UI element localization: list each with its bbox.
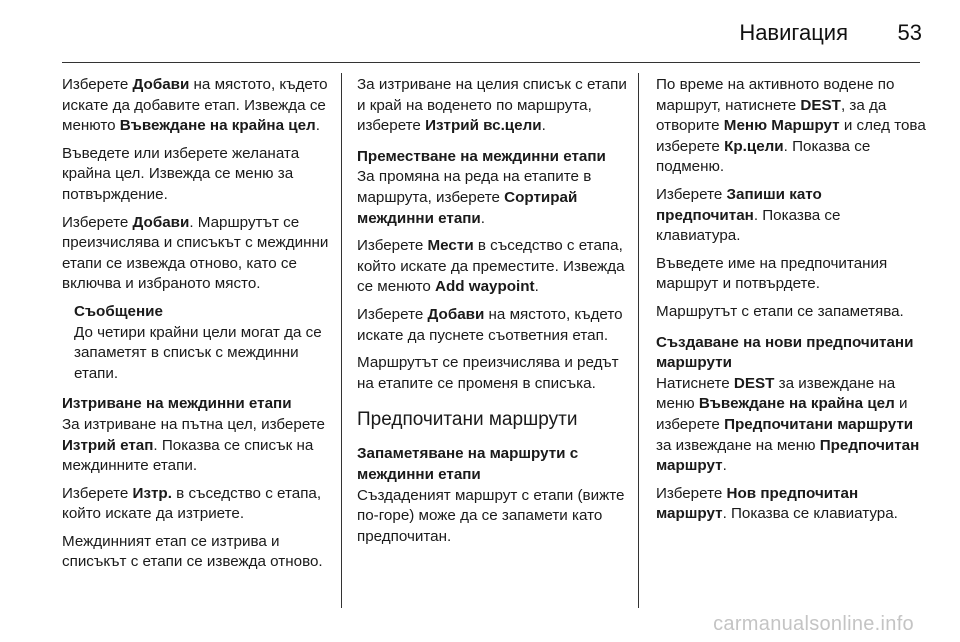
ui-term: Предпочитани маршрути bbox=[724, 415, 914, 433]
paragraph: За изтриване на целия списък с етапи и край на воденето по маршрута, изберете Изтрий вс.цели. bbox=[357, 76, 627, 135]
note-box bbox=[74, 302, 334, 384]
paragraph: Изберете Мести в съседство с етапа, който искате да преместите. Извежда се менюто Add waypoint. bbox=[357, 237, 625, 296]
chapter-heading: Предпочитани маршрути bbox=[357, 409, 578, 431]
column-divider-1 bbox=[341, 73, 342, 608]
ui-term: Запиши като предпочитан bbox=[656, 185, 822, 224]
ui-term: DEST bbox=[800, 96, 841, 114]
page-number: 53 bbox=[897, 20, 922, 45]
header-divider bbox=[62, 62, 920, 63]
section-heading: Запаметяване на маршрути с междинни етапи bbox=[357, 445, 579, 483]
note-text: До четири крайни цели могат да се запаметят в списък с междинни етапи. bbox=[74, 323, 322, 382]
section-heading: Преместване на междинни етапи bbox=[357, 147, 606, 165]
ui-term: Въвеждане на крайна цел bbox=[119, 117, 316, 135]
text-column-1 bbox=[62, 75, 334, 580]
section-heading: Създаване на нови предпочитани маршрути bbox=[656, 333, 914, 372]
page-header-title: Навигация bbox=[739, 20, 848, 45]
note-title: Съобщение bbox=[74, 302, 163, 320]
ui-term: Сортирай междинни етапи bbox=[357, 188, 578, 227]
paragraph: Изберете Добави на мястото, където искате да пуснете съответния етап. bbox=[357, 305, 623, 344]
ui-term: Въвеждане на крайна цел bbox=[698, 395, 895, 413]
ui-term: DEST bbox=[733, 374, 775, 392]
ui-term: Предпочитан маршрут bbox=[656, 436, 920, 475]
paragraph: За промяна на реда на етапите в маршрута, изберете Сортирай междинни етапи. bbox=[357, 168, 592, 227]
watermark: carmanualsonline.info bbox=[713, 613, 914, 635]
paragraph: Въведете име на предпочитания маршрут и потвърдете. bbox=[656, 254, 888, 293]
paragraph: Изберете Изтр. в съседство с етапа, който искате да изтриете. bbox=[62, 484, 322, 523]
paragraph: Междинният етап се изтрива и списъкът с етапи се извежда отново. bbox=[62, 532, 323, 571]
paragraph: Изберете Запиши като предпочитан. Показва се клавиатура. bbox=[656, 185, 841, 245]
paragraph: Създаденият маршрут с етапи (вижте по-горе) може да се запамети като предпочитан. bbox=[357, 486, 625, 545]
section-heading: Изтриване на междинни етапи bbox=[62, 395, 292, 413]
paragraph: Натиснете DEST за извеждане на меню Въвеждане на крайна цел и изберете Предпочитани маршрути за извеждане на меню Предпочитан маршрут. bbox=[656, 374, 920, 475]
paragraph: Въведете или изберете желаната крайна цел. Извежда се меню за потвърждение. bbox=[62, 144, 300, 203]
ui-term: Добави bbox=[132, 213, 190, 231]
ui-term: Добави bbox=[427, 305, 485, 323]
column-divider-2 bbox=[638, 73, 639, 608]
paragraph: Изберете Нов предпочитан маршрут. Показва се клавиатура. bbox=[656, 484, 898, 523]
ui-term: Изтрий етап bbox=[62, 436, 154, 454]
ui-term: Мести bbox=[427, 237, 474, 255]
paragraph: Изберете Добави. Маршрутът се преизчислява и списъкът с междинни етапи се извежда отново, като се включва и избраното място. bbox=[62, 213, 329, 293]
ui-term: Изтрий вс.цели bbox=[425, 117, 542, 135]
text-column-2 bbox=[357, 75, 629, 554]
ui-term: Изтр. bbox=[132, 484, 172, 502]
text-column-3 bbox=[656, 75, 926, 532]
ui-term: Добави bbox=[132, 76, 190, 93]
ui-term: Меню Маршрут bbox=[723, 117, 840, 135]
paragraph: За изтриване на пътна цел, изберете Изтрий етап. Показва се списък на междинните етапи. bbox=[62, 415, 325, 475]
paragraph: Маршрутът се преизчислява и редът на етапите се променя в списъка. bbox=[357, 354, 619, 392]
ui-term: Add waypoint bbox=[435, 278, 535, 296]
paragraph: Изберете Добави на мястото, където искате да добавите етап. Извежда се менюто Въвеждане на крайна цел. bbox=[62, 76, 328, 135]
ui-term: Кр.цели bbox=[724, 137, 784, 155]
ui-term: Нов предпочитан маршрут bbox=[656, 484, 859, 523]
paragraph: Маршрутът с етапи се запаметява. bbox=[656, 302, 904, 320]
paragraph: По време на активното водене по маршрут, натиснете DEST, за да отворите Меню Маршрут и след това изберете Кр.цели. Показва се подменю. bbox=[656, 76, 926, 176]
